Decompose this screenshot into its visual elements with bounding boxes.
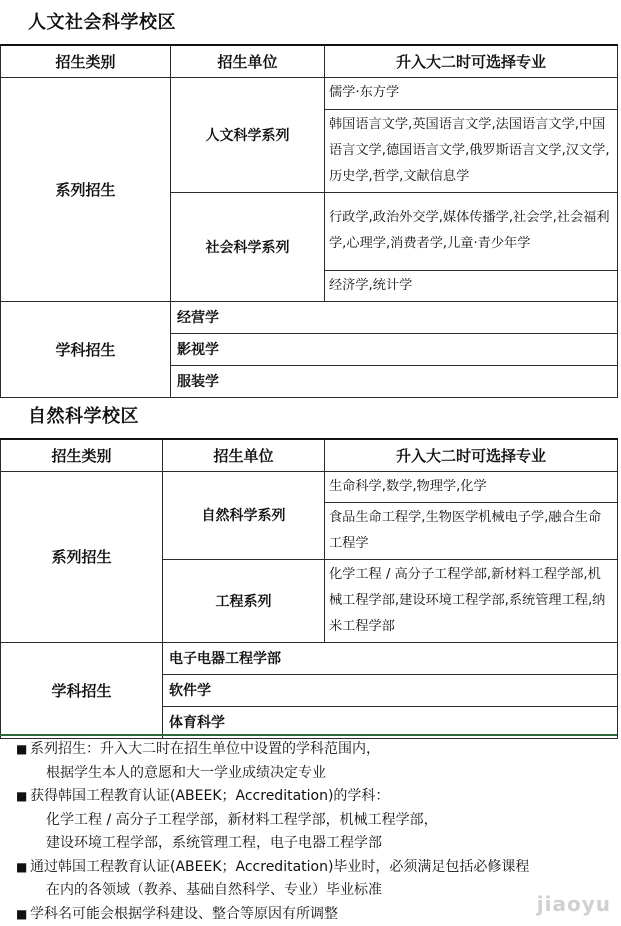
square-bullet-icon: ■ (16, 903, 27, 926)
table-row (1, 77, 618, 109)
major-cell: 行政学,政治外交学,媒体传播学,社会学,社会福利学,心理学,消费者学,儿童·青少年学 (325, 192, 618, 270)
header-unit: 招生单位 (163, 439, 325, 471)
square-bullet-icon: ■ (16, 856, 27, 880)
note-text: 建设环境工程学部，系统管理工程，电子电器工程学部 (16, 832, 617, 856)
note-item (0, 903, 617, 926)
header-majors: 升入大二时可选择专业 (325, 45, 618, 77)
category-series: 系列招生 (1, 471, 163, 642)
unit-natural: 自然科学系列 (163, 471, 325, 559)
table-row (1, 301, 618, 333)
note-item (0, 856, 617, 903)
major-cell: 韩国语言文学,英国语言文学,法国语言文学,中国语言文学,德国语言文学,俄罗斯语言文学,汉文学,历史学,哲学,文献信息学 (325, 109, 618, 192)
major-cell: 生命科学,数学,物理学,化学 (325, 471, 618, 502)
discipline-item: 电子电器工程学部 (163, 642, 618, 674)
category-series: 系列招生 (1, 77, 171, 301)
note-item (0, 738, 617, 785)
unit-social: 社会科学系列 (171, 192, 325, 301)
campus1-title: 人文社会科学校区 (28, 8, 176, 34)
campus2-title: 自然科学校区 (28, 402, 139, 428)
note-text: 在内的各领域（教养、基础自然科学、专业）毕业标准 (16, 879, 617, 903)
note-text: 获得韩国工程教育认证(ABEEK；Accreditation)的学科： (16, 785, 617, 809)
major-cell: 经济学,统计学 (325, 270, 618, 301)
watermark-logo: jiaoyu (537, 892, 611, 916)
header-category: 招生类别 (1, 45, 171, 77)
campus1-table (0, 44, 618, 398)
major-cell: 食品生命工程学,生物医学机械电子学,融合生命工程学 (325, 502, 618, 559)
major-cell: 化学工程 / 高分子工程学部,新材料工程学部,机械工程学部,建设环境工程学部,系统管理工程,纳米工程学部 (325, 559, 618, 642)
table-row (1, 642, 618, 674)
header-category: 招生类别 (1, 439, 163, 471)
note-text: 化学工程 / 高分子工程学部，新材料工程学部，机械工程学部， (16, 809, 617, 833)
square-bullet-icon: ■ (16, 785, 27, 809)
discipline-item: 体育科学 (163, 706, 618, 738)
note-text: 系列招生：升入大二时在招生单位中设置的学科范围内， (16, 738, 617, 762)
campus2-table (0, 438, 618, 739)
discipline-item: 软件学 (163, 674, 618, 706)
note-item (0, 785, 617, 856)
discipline-item: 服装学 (171, 365, 618, 397)
square-bullet-icon: ■ (16, 738, 27, 762)
major-cell: 儒学·东方学 (325, 77, 618, 109)
category-discipline: 学科招生 (1, 301, 171, 397)
unit-engineering: 工程系列 (163, 559, 325, 642)
discipline-item: 经营学 (171, 301, 618, 333)
note-text: 通过韩国工程教育认证(ABEEK；Accreditation)毕业时，必须满足包括必修课程 (16, 856, 617, 880)
campus2-header-row (1, 439, 618, 471)
notes-section (0, 734, 617, 922)
campus1-header-row (1, 45, 618, 77)
category-discipline: 学科招生 (1, 642, 163, 738)
note-text: 根据学生本人的意愿和大一学业成绩决定专业 (16, 762, 617, 786)
unit-humanities: 人文科学系列 (171, 77, 325, 192)
table-row (1, 471, 618, 502)
note-text: 学科名可能会根据学科建设、整合等原因有所调整 (16, 903, 617, 926)
header-majors: 升入大二时可选择专业 (325, 439, 618, 471)
discipline-item: 影视学 (171, 333, 618, 365)
header-unit: 招生单位 (171, 45, 325, 77)
